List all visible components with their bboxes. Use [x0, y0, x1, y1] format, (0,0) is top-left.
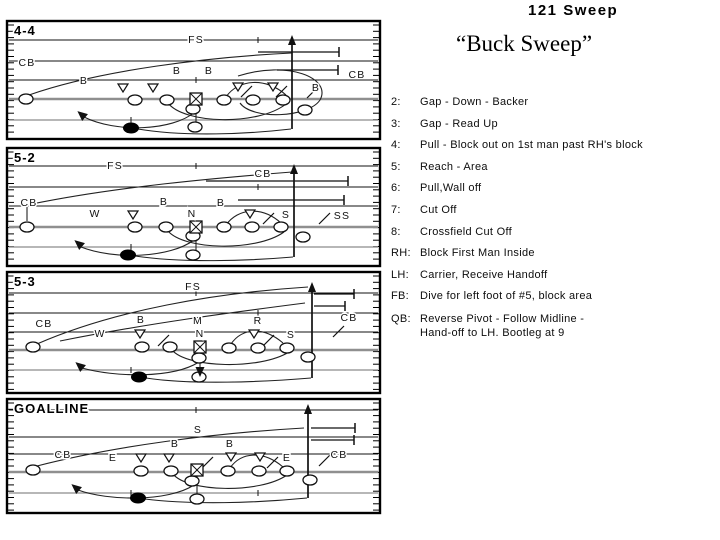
- assignment-item: [391, 312, 719, 341]
- player-circle: [188, 122, 202, 132]
- position-label: B: [159, 196, 169, 208]
- position-label: S: [281, 209, 291, 221]
- assignment-item: [391, 157, 719, 179]
- assignment-key: 7:: [391, 203, 401, 216]
- assignment-text: Crossfield Cut Off: [420, 225, 513, 238]
- player-circle: [217, 95, 231, 105]
- position-label: FS: [185, 281, 201, 293]
- assignment-key: FB:: [391, 290, 410, 303]
- player-circle: [185, 476, 199, 486]
- assignment-key: QB:: [391, 312, 411, 325]
- route-path: [138, 129, 291, 134]
- position-label: R: [253, 315, 263, 327]
- position-label: CB: [348, 69, 366, 81]
- player-circle: [245, 222, 259, 232]
- ball-carrier: [130, 493, 146, 504]
- assignment-item: [391, 265, 719, 287]
- sweep-arrow: [308, 282, 316, 292]
- position-label: CB: [330, 449, 348, 461]
- assignment-text: Block First Man Inside: [420, 247, 535, 260]
- assignment-list: [391, 92, 719, 341]
- assignment-item: [391, 200, 719, 222]
- assignment-text: Reach - Area: [420, 160, 488, 173]
- position-label: B: [311, 82, 321, 94]
- position-label: W: [94, 328, 106, 340]
- player-circle: [296, 232, 310, 242]
- block-mark: [319, 455, 330, 466]
- player-circle: [164, 466, 178, 476]
- player-circle: [280, 343, 294, 353]
- sweep-arrow: [304, 404, 312, 414]
- position-label: W: [89, 208, 101, 220]
- player-circle: [301, 352, 315, 362]
- assignment-key: 3:: [391, 117, 401, 130]
- assignment-key: 6:: [391, 182, 401, 195]
- player-circle: [26, 465, 40, 475]
- position-label: FS: [107, 160, 123, 172]
- player-circle: [26, 342, 40, 352]
- ball-carrier: [123, 123, 139, 134]
- defender-triangle: [135, 330, 145, 338]
- player-circle: [190, 494, 204, 504]
- player-circle: [134, 466, 148, 476]
- player-circle: [159, 222, 173, 232]
- assignment-item: [391, 243, 719, 265]
- assignment-item: [391, 178, 719, 200]
- position-label: CB: [35, 318, 53, 330]
- assignment-text: Gap - Read Up: [420, 117, 498, 130]
- position-label: S: [286, 329, 296, 341]
- assignment-item: [391, 222, 719, 244]
- diagram-5-3: [7, 272, 380, 393]
- defender-triangle: [136, 454, 146, 462]
- assignment-key: LH:: [391, 268, 410, 281]
- assignment-item: [391, 135, 719, 157]
- player-circle: [20, 222, 34, 232]
- defender-triangle: [128, 211, 138, 219]
- player-circle: [135, 342, 149, 352]
- ball-carrier: [120, 250, 136, 261]
- route-path: [135, 256, 293, 261]
- position-label: FS: [188, 34, 204, 46]
- player-circle: [251, 343, 265, 353]
- defender-triangle: [233, 83, 243, 91]
- player-circle: [222, 343, 236, 353]
- position-label: CB: [254, 168, 272, 180]
- assignment-text: Pull,Wall off: [420, 182, 482, 195]
- player-circle: [280, 466, 294, 476]
- position-label: E: [282, 452, 292, 464]
- player-circle: [128, 95, 142, 105]
- assignment-text: Dive for left foot of #5, block area: [420, 290, 593, 303]
- defender-triangle: [255, 453, 265, 461]
- formation-label: 5-2: [14, 150, 36, 165]
- position-label: B: [225, 438, 235, 450]
- position-label: B: [204, 65, 214, 77]
- position-label: N: [195, 328, 205, 340]
- defender-triangle: [118, 84, 128, 92]
- position-label: N: [187, 208, 197, 220]
- route-arrowhead: [75, 108, 88, 121]
- assignment-item: [391, 286, 719, 308]
- assignment-text: Reverse Pivot - Follow Midline - Hand-off to LH. Bootleg at 9: [420, 312, 585, 340]
- position-label: CB: [18, 57, 36, 69]
- position-label: B: [170, 438, 180, 450]
- player-circle: [303, 475, 317, 485]
- player-circle: [274, 222, 288, 232]
- player-circle: [298, 105, 312, 115]
- assignment-item: [391, 114, 719, 136]
- page-subtitle: “Buck Sweep”: [456, 31, 593, 56]
- position-label: CB: [340, 312, 358, 324]
- defender-triangle: [148, 84, 158, 92]
- block-mark: [263, 335, 274, 346]
- position-label: B: [136, 314, 146, 326]
- player-circle: [192, 353, 206, 363]
- assignment-key: 4:: [391, 139, 401, 152]
- route-path: [29, 53, 292, 95]
- player-circle: [246, 95, 260, 105]
- player-circle: [128, 222, 142, 232]
- player-circle: [276, 95, 290, 105]
- defender-triangle: [249, 330, 259, 338]
- player-circle: [252, 466, 266, 476]
- position-label: SS: [333, 210, 351, 222]
- route-arrowhead: [69, 481, 82, 494]
- formation-label: 4-4: [14, 23, 36, 38]
- route-path: [146, 378, 311, 382]
- defender-triangle: [164, 454, 174, 462]
- assignment-key: 2:: [391, 96, 401, 108]
- diagram-5-2: [7, 148, 380, 266]
- position-label: M: [193, 315, 203, 327]
- position-label: E: [108, 452, 118, 464]
- assignment-text: Gap - Down - Backer: [420, 96, 529, 108]
- route-path: [168, 231, 284, 246]
- assignment-key: 8:: [391, 225, 401, 238]
- diagram-goalline: [7, 399, 380, 513]
- diagram-4-4: [7, 21, 380, 139]
- assignment-key: RH:: [391, 247, 411, 260]
- defender-triangle: [226, 453, 236, 461]
- assignment-item: [391, 92, 719, 114]
- assignment-key: 5:: [391, 160, 401, 173]
- player-circle: [163, 342, 177, 352]
- assignment-text: Carrier, Receive Handoff: [420, 268, 548, 281]
- block-mark: [319, 213, 330, 224]
- position-label: CB: [20, 197, 38, 209]
- route-path: [37, 287, 308, 344]
- defender-triangle: [245, 210, 255, 218]
- player-circle: [221, 466, 235, 476]
- position-label: B: [172, 65, 182, 77]
- route-path: [145, 498, 307, 503]
- player-circle: [160, 95, 174, 105]
- assignment-text: Cut Off: [420, 203, 457, 216]
- route-path: [168, 103, 286, 120]
- page-title: 121 Sweep: [528, 2, 619, 19]
- assignment-text: Pull - Block out on 1st man past RH's block: [420, 139, 643, 152]
- formation-label: GOALLINE: [14, 401, 90, 416]
- formation-label: 5-3: [14, 274, 36, 289]
- position-label: B: [216, 197, 226, 209]
- defender-triangle: [268, 83, 278, 91]
- player-circle: [19, 94, 33, 104]
- player-circle: [186, 250, 200, 260]
- position-label: B: [79, 75, 89, 87]
- position-label: S: [193, 424, 203, 436]
- player-circle: [217, 222, 231, 232]
- position-label: CB: [54, 449, 72, 461]
- ball-carrier: [131, 372, 147, 383]
